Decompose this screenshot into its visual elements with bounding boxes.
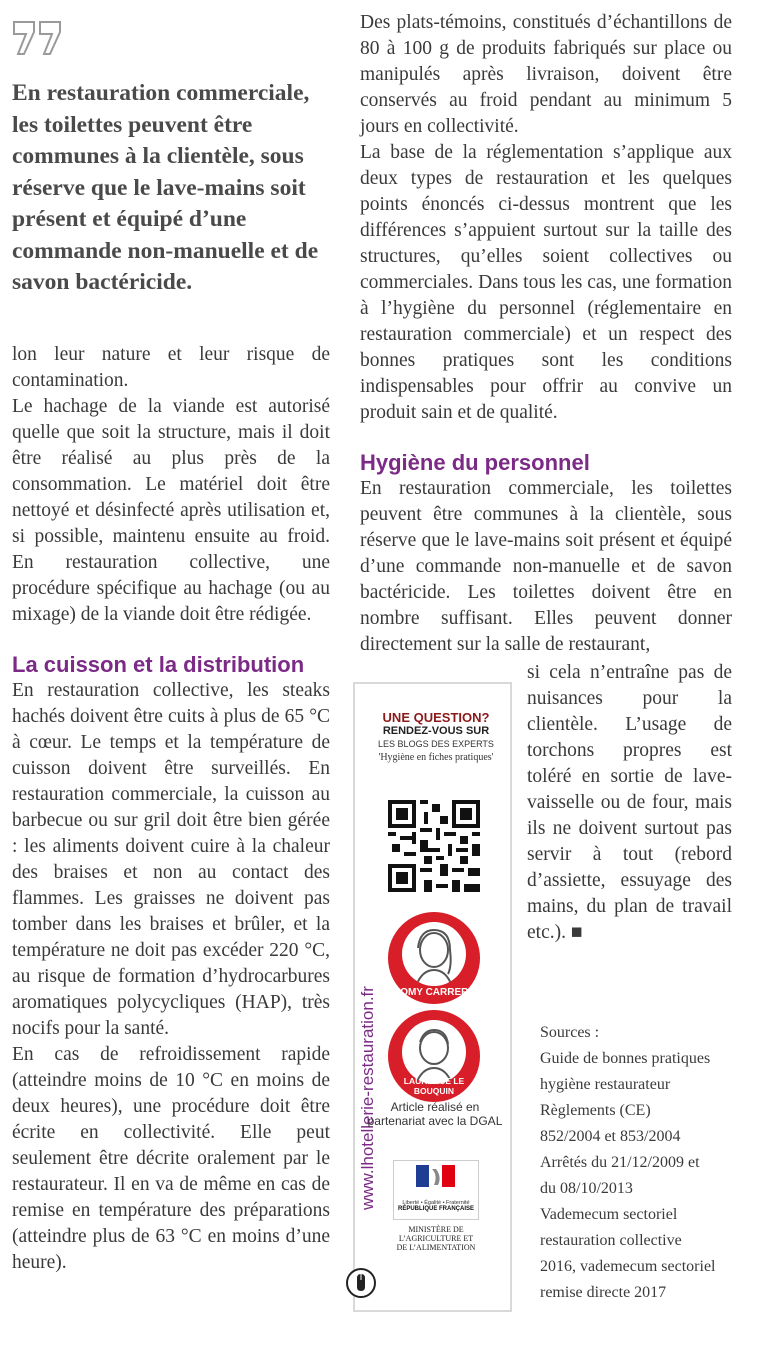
left-para-2: Le hachage de la viande est autorisé quelle que soit la structure, mais il doit être réalisé au plus près de la consommation. Le matériel doit être nettoyé et désinfecté après utilisation et, si possible, maintenu ensuite au froid. En restauration collective, une procédure spécifique au hachage (ou au mixage) de la viande doit être rédigée. [12, 396, 330, 625]
right-column [360, 10, 732, 658]
pull-quote: En restauration commerciale, les toilettes peuvent être communes à la clientèle, sous réserve que le lave-mains soit présent et équipé d’une commande non-manuelle et de savon bactéricide. [12, 80, 319, 295]
french-flag-icon [394, 1161, 478, 1195]
portrait-icon [402, 922, 466, 986]
sources-line: du 08/10/2013 [540, 1180, 633, 1197]
ministry-name: MINISTÈRE DE L’AGRICULTURE ET DE L’ALIMENTATION [396, 1225, 476, 1252]
callout-blog-title: 'Hygiène en fiches pratiques' [378, 752, 494, 763]
republique-francaise-logo [393, 1160, 479, 1220]
callout-blogs: LES BLOGS DES EXPERTS [378, 739, 494, 749]
badge-label-laurence: LAURENCE LE BOUQUIN [403, 1076, 465, 1096]
sources-line: restauration collective [540, 1232, 682, 1249]
right-para-2: La base de la réglementation s’applique aux deux types de restauration et les quelques points énoncés ci-dessus montrent que les différences s’appuient surtout sur la taille des structures, qu’elles soient collectives ou commerciales. Dans tous les cas, une formation à l’hygiène du personnel (réglementaire en restauration commerciale) et un respect des bonnes pratiques sont les conditions indispensables pour offrir au convive un produit sain et de qualité. [360, 142, 732, 423]
right-narrow-column [527, 660, 732, 946]
sources-block [540, 1020, 755, 1306]
right-para-3: En restauration commerciale, les toilettes peuvent être communes à la clientèle, sous réserve que le lave-mains soit présent et équipé d’une commande non-manuelle et de savon bactéricide. Les toilettes doivent être en nombre suffisant. Elles peuvent donner directement sur la salle de restaurant, [360, 478, 732, 655]
sources-line: Guide de bonnes pratiques [540, 1050, 711, 1067]
sources-line: Vademecum sectoriel [540, 1206, 678, 1223]
expert-badge-romy[interactable] [388, 912, 480, 1004]
sources-title: Sources : [540, 1024, 600, 1041]
sources-line: 852/2004 et 853/2004 [540, 1128, 681, 1145]
sources-line: Arrêtés du 21/12/2009 et [540, 1154, 700, 1171]
badge-label-romy: ROMY CARRERE [392, 987, 476, 998]
flag-motto: Liberté • Égalité • Fraternité [402, 1200, 470, 1206]
sources-line: Règlements (CE) [540, 1102, 651, 1119]
left-para-4: En cas de refroidissement rapide (atteindre moins de 10 °C en moins de deux heures), une procédure doit être écrite en collectivité. Elle peut seulement être décrite oralement par le restaurateur. Il en va de même en cas de remise en température des préparations (atteindre plus de 63 °C en moins d’une heure). [12, 1044, 330, 1273]
expert-portrait-laurence [402, 1020, 466, 1084]
quote-mark-icon [12, 18, 64, 58]
portrait-icon [402, 1020, 466, 1084]
callout-rendezvous: RENDEZ-VOUS SUR [382, 725, 490, 737]
sources-line: 2016, vademecum sectoriel [540, 1258, 716, 1275]
qr-code-icon[interactable] [388, 800, 480, 892]
sources-line: hygiène restaurateur [540, 1076, 671, 1093]
website-url-vertical[interactable]: www.lhotellerie-restauration.fr [358, 986, 377, 1210]
left-column [12, 342, 330, 1276]
left-para-3: En restauration collective, les steaks hachés doivent être cuits à plus de 65 °C à cœur. Le temps et la température de cuisson doivent être surveillés. En restauration commerciale, la cuisson au barbecue ou sur gril doit être bien gérée : les aliments doivent cuire à la chaleur des braises et non au contact des flammes. Les graisses ne doivent pas tomber dans les braises et brûler, et la température ne doit pas excéder 220 °C, au risque de formation d’hydrocarbures aromatiques polycycliques (HAP), très nocifs pour la santé. [12, 680, 330, 1039]
blog-callout [370, 710, 502, 763]
right-para-3-continued: si cela n’entraîne pas de nuisances pour la clientèle. L’usage de torchons propres est toléré en sortie de lave-vaisselle ou de four, mais ils ne doivent surtout pas servir à tout (rebord d’assiette, essuyage des mains, du plan de travail etc.). ■ [527, 662, 732, 943]
partner-note: Article réalisé en partenariat avec la DGAL [367, 1100, 503, 1128]
section-heading-cuisson: La cuisson et la distribution [12, 652, 305, 677]
left-para-1: lon leur nature et leur risque de contamination. [12, 344, 330, 391]
section-heading-hygiene: Hygiène du personnel [360, 450, 590, 475]
flag-republique: RÉPUBLIQUE FRANÇAISE [397, 1206, 474, 1212]
expert-portrait-romy [402, 922, 466, 986]
expert-badge-laurence[interactable] [388, 1010, 480, 1102]
right-para-1: Des plats-témoins, constitués d’échantillons de 80 à 100 g de produits fabriqués sur place ou manipulés après livraison, doivent être conservés au froid pendant au minimum 5 jours en collectivité. [360, 12, 732, 137]
sources-line: remise directe 2017 [540, 1284, 667, 1301]
mouse-click-icon [346, 1268, 376, 1298]
callout-question: UNE QUESTION? [382, 710, 490, 725]
